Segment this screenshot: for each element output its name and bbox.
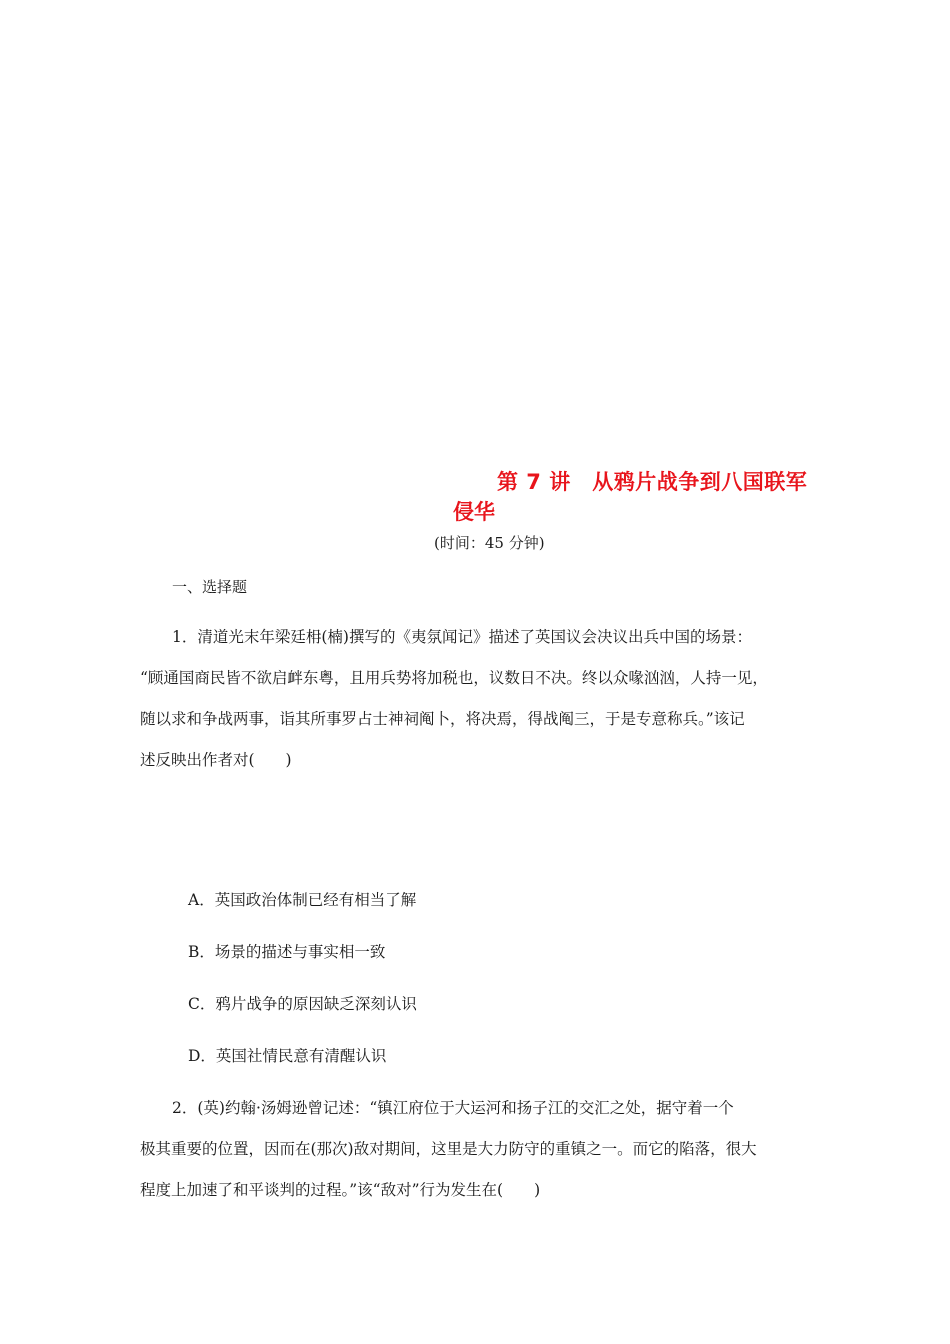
question-2-line: 极其重要的位置，因而在(那次)敌对期间，这里是大力防守的重镇之一。而它的陷落，很大 [140, 1140, 757, 1158]
question-1-option-d: D．英国社情民意有清醒认识 [188, 1047, 387, 1065]
question-1-line: 述反映出作者对( ) [140, 751, 292, 769]
question-1-option-c: C．鸦片战争的原因缺乏深刻认识 [188, 995, 417, 1013]
question-2-line: 2．(英)约翰·汤姆逊曾记述：“镇江府位于大运河和扬子江的交汇之处，据守着一个 [172, 1099, 734, 1117]
question-1-line: 1．清道光末年梁廷枏(楠)撰写的《夷氛闻记》描述了英国议会决议出兵中国的场景： [172, 628, 752, 646]
question-1-option-a: A．英国政治体制已经有相当了解 [188, 891, 417, 909]
time-limit-note: (时间：45 分钟) [434, 534, 545, 552]
question-1-line: “顾通国商民皆不欲启衅东粤，且用兵势将加税也，议数日不决。终以众喙汹汹，人持一见， [140, 669, 768, 687]
question-1-stem [140, 617, 820, 781]
question-2-stem [140, 1088, 820, 1211]
lesson-title-line1: 第 7 讲 从鸦片战争到八国联军 [497, 470, 808, 494]
question-1-option-b: B．场景的描述与事实相一致 [188, 943, 386, 961]
question-2-line: 程度上加速了和平谈判的过程。”该“敌对”行为发生在( ) [140, 1181, 541, 1199]
section-heading: 一、选择题 [172, 578, 248, 596]
question-1-line: 随以求和争战两事，诣其所事罗占士神祠阄卜，将决焉，得战阄三，于是专意称兵。”该记 [140, 710, 745, 728]
lesson-title-line2: 侵华 [453, 500, 495, 524]
